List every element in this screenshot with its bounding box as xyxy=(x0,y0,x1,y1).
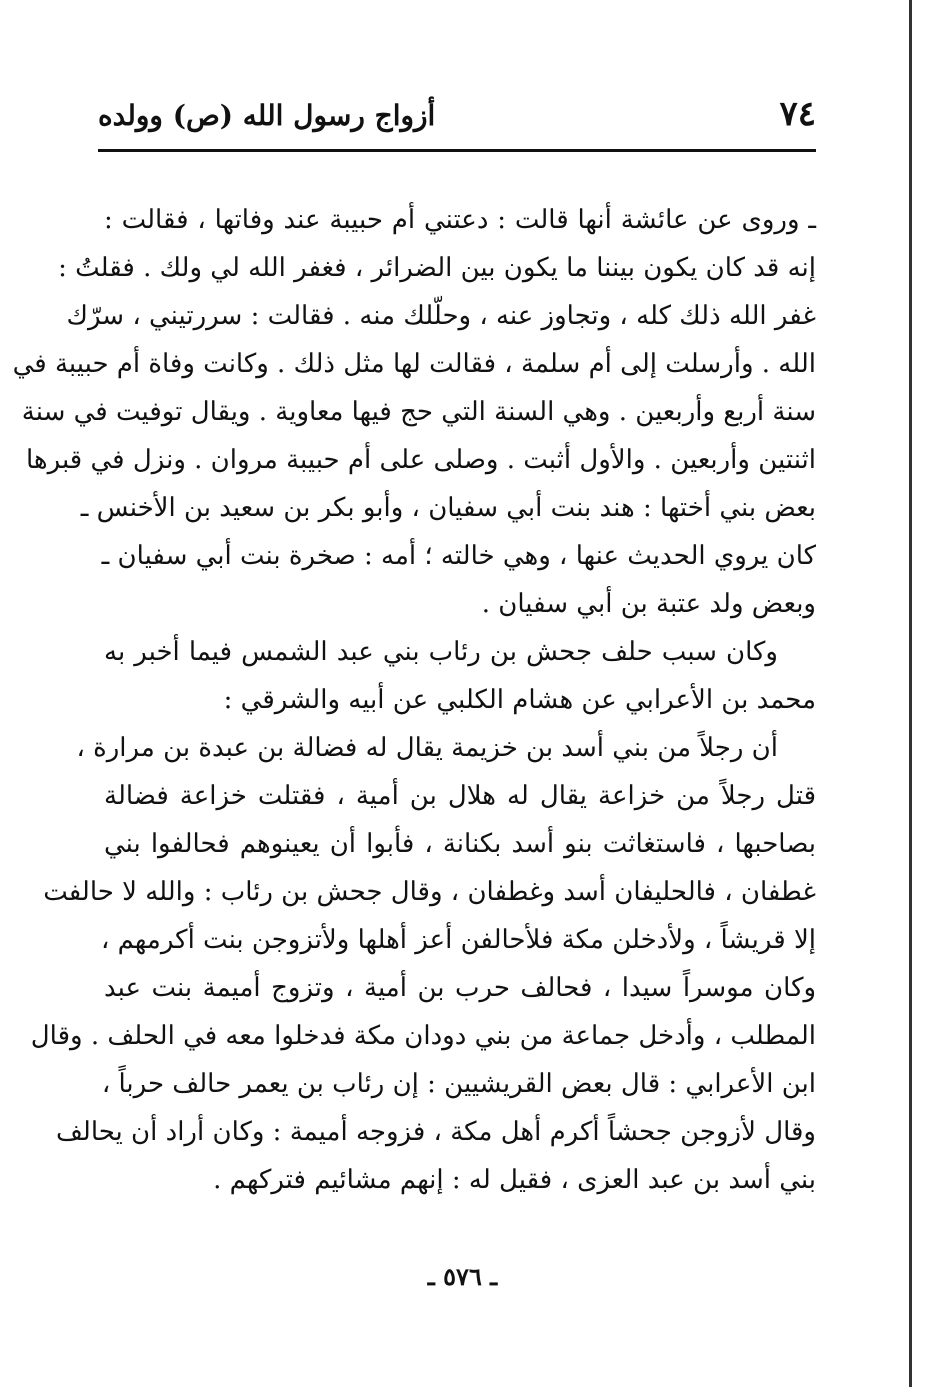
text-line: وكان موسراً سيدا ، فحالف حرب بن أمية ، وتزوج أميمة بنت عبد xyxy=(104,973,816,1003)
header-rule xyxy=(98,149,816,152)
text-line: غفر الله ذلك كله ، وتجاوز عنه ، وحلّلك منه . فقالت : سررتيني ، سرّك xyxy=(66,301,816,331)
text-line: اثنتين وأربعين . والأول أثبت . وصلى على أم حبيبة مروان . ونزل في قبرها xyxy=(25,445,816,475)
text-line: قتل رجلاً من خزاعة يقال له هلال بن أمية ، فقتلت خزاعة فضالة xyxy=(104,781,816,811)
text-line: المطلب ، وأدخل جماعة من بني دودان مكة فدخلوا معه في الحلف . وقال xyxy=(30,1021,816,1051)
text-line: غطفان ، فالحليفان أسد وغطفان ، وقال جحش بن رئاب : والله لا حالفت xyxy=(43,877,816,907)
text-line: بصاحبها ، فاستغاثت بنو أسد بكنانة ، فأبوا أن يعينوهم فحالفوا بني xyxy=(104,829,816,859)
page-header xyxy=(98,88,816,146)
running-title: أزواج رسول الله (ص) وولده xyxy=(98,99,436,132)
page-number: ٧٤ xyxy=(779,94,816,134)
text-line: بعض بني أختها : هند بنت أبي سفيان ، وأبو بكر بن سعيد بن الأخنس ـ xyxy=(80,493,816,523)
text-line: إنه قد كان يكون بيننا ما يكون بين الضرائر ، فغفر الله لي ولك . فقلتُ : xyxy=(58,253,816,283)
body-text xyxy=(12,196,816,1204)
text-line: وبعض ولد عتبة بن أبي سفيان . xyxy=(481,589,816,619)
text-line: وقال لأزوجن جحشاً أكرم أهل مكة ، فزوجه أميمة : وكان أراد أن يحالف xyxy=(56,1117,816,1147)
text-line: الله . وأرسلت إلى أم سلمة ، فقالت لها مثل ذلك . وكانت وفاة أم حبيبة في xyxy=(12,349,816,379)
page-binding-edge xyxy=(909,0,912,1387)
text-line: سنة أربع وأربعين . وهي السنة التي حج فيها معاوية . ويقال توفيت في سنة xyxy=(21,397,816,427)
text-line: وكان سبب حلف جحش بن رئاب بني عبد الشمس فيما أخبر به xyxy=(104,637,778,667)
text-line: بني أسد بن عبد العزى ، فقيل له : إنهم مشائيم فتركهم . xyxy=(213,1165,816,1195)
text-line: ابن الأعرابي : قال بعض القريشيين : إن رئاب بن يعمر حالف حرباً ، xyxy=(101,1069,816,1099)
text-line: كان يروي الحديث عنها ، وهي خالته ؛ أمه : صخرة بنت أبي سفيان ـ xyxy=(101,541,816,571)
text-line: ـ وروى عن عائشة أنها قالت : دعتني أم حبيبة عند وفاتها ، فقالت : xyxy=(104,205,816,235)
text-line: أن رجلاً من بني أسد بن خزيمة يقال له فضالة بن عبدة بن مرارة ، xyxy=(76,733,778,763)
text-line: إلا قريشاً ، ولأدخلن مكة فلأحالفن أعز أهلها ولأتزوجن بنت أكرمهم ، xyxy=(100,925,816,955)
folio-number: ـ ٥٧٦ ـ xyxy=(427,1262,498,1291)
text-line: محمد بن الأعرابي عن هشام الكلبي عن أبيه والشرقي : xyxy=(223,685,816,715)
